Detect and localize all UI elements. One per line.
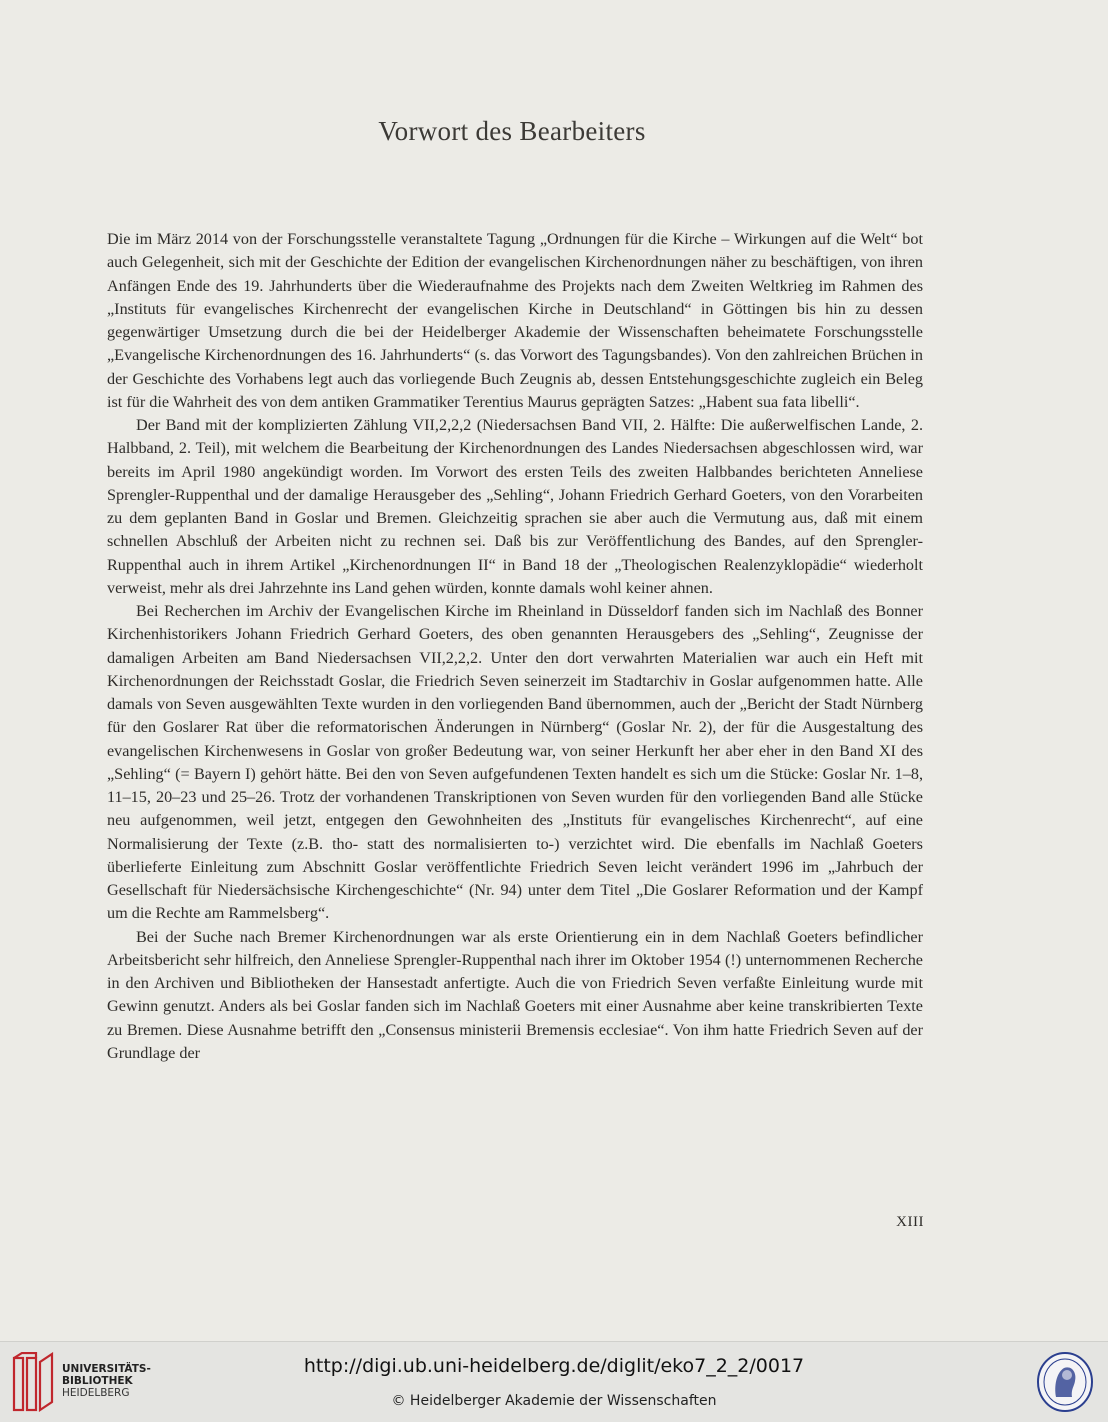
page-title: Vorwort des Bearbeiters [378,116,646,146]
paragraph: Der Band mit der komplizierten Zählung VII,2,2,2 (Niedersachsen Band VII, 2. Hälfte: Die außerwelfischen Lande, 2. Halbband, 2. Teil), mit welchem die Bearbeitung der Kirchenordnungen des Landes Niedersachsen abgeschlossen wird, war bereits im April 1980 angekündigt worden. Im Vorwort des ersten Teils des zweiten Halbbandes berichteten Anneliese Sprengler-Ruppenthal und der damalige Herausgeber des „Sehling“, Johann Friedrich Gerhard Goeters, von den Vorarbeiten zu dem geplanten Band in Goslar und Bremen. Gleichzeitig sprachen sie aber auch die Vermutung aus, daß mit einem schnellen Abschluß der Arbeiten nicht zu rechnen sei. Daß bis zur Veröffentlichung des Bandes, auf den Sprengler-Ruppenthal auch in ihrem Artikel „Kirchenordnungen II“ in Band 18 der „Theologischen Realenzyklopädie“ wiederholt verweist, mehr als drei Jahrzehnte ins Land gehen würden, konnte damals wohl keiner ahnen. [107,416,923,597]
logo-line: HEIDELBERG [62,1387,130,1399]
copyright-notice: © Heidelberger Akademie der Wissenschaften [391,1393,717,1409]
logo-line: BIBLIOTHEK [62,1375,133,1387]
body-text [107,228,923,1065]
logo-line: UNIVERSITÄTS- [62,1363,151,1375]
footer-bar [0,1341,1108,1422]
paragraph: Bei der Suche nach Bremer Kirchenordnungen war als erste Orientierung ein in dem Nachlaß Goeters befindlicher Arbeitsbericht sehr hilfreich, den Anneliese Sprengler-Ruppenthal nach ihrer im Oktober 1954 (!) unternommenen Recherche in den Archiven und Bibliotheken der Hansestadt anfertigte. Auch die von Friedrich Seven verfaßte Einleitung wurde mit Gewinn genutzt. Anders als bei Goslar fanden sich im Nachlaß Goeters mit einer Ausnahme aber keine transkribierten Texte zu Bremen. Diese Ausnahme betrifft den „Consensus ministerii Bremensis ecclesiae“. Von ihm hatte Friedrich Seven auf der Grundlage der [107,927,923,1062]
heidelberg-seal-icon[interactable] [1036,1351,1094,1413]
paragraph: Bei Recherchen im Archiv der Evangelischen Kirche im Rheinland in Düsseldorf fanden sich im Nachlaß des Bonner Kirchenhistorikers Johann Friedrich Gerhard Goeters, des oben genannten Herausgebers des „Sehling“, Zeugnisse der damaligen Arbeiten am Band Niedersachsen VII,2,2,2. Unter den dort verwahrten Materialien war auch ein Heft mit Kirchenordnungen der Reichsstadt Goslar, die Friedrich Seven seinerzeit im Stadtarchiv in Goslar aufgenommen hatte. Alle damals von Seven ausgewählten Texte wurden in den vorliegenden Band übernommen, auch der „Bericht der Stadt Nürnberg für den Goslarer Rat über die reformatorischen Änderungen in Nürnberg“ (Goslar Nr. 2), der für die Ausgestaltung des evangelischen Kirchenwesens in Goslar von großer Bedeutung war, von seiner Herkunft her aber eher in den Band XI des „Sehling“ (= Bayern I) gehört hätte. Bei den von Seven aufgefundenen Texten handelt es sich um die Stücke: Goslar Nr. 1–8, 11–15, 20–23 und 25–26. Trotz der vorhandenen Transkriptionen von Seven wurden für den vorliegenden Band alle Stücke neu aufgenommen, weil jetzt, entgegen den Gewohnheiten des „Instituts für evangelisches Kirchenrecht“, auf eine Normalisierung der Texte (z.B. tho- statt des normalisierten to-) verzichtet wird. Die ebenfalls im Nachlaß Goeters überlieferte Einleitung zum Abschnitt Goslar veröffentlichte Friedrich Seven leicht verändert 1996 im „Jahrbuch der Gesellschaft für Niedersächsische Kirchengeschichte“ (Nr. 94) unter dem Titel „Die Goslarer Reformation und der Kampf um die Rechte am Rammelsberg“. [107,602,923,923]
source-url-link[interactable]: http://digi.ub.uni-heidelberg.de/diglit/eko7_2_2/0017 [303,1355,805,1377]
page-number: XIII [896,1214,924,1230]
paragraph: Die im März 2014 von der Forschungsstelle veranstaltete Tagung „Ordnungen für die Kirche – Wirkungen auf die Welt“ bot auch Gelegenheit, sich mit der Geschichte der Edition der evangelischen Kirchenordnungen näher zu beschäftigen, von ihren Anfängen Ende des 19. Jahrhunderts über die Wiederaufnahme des Projekts nach dem Zweiten Weltkrieg im Rahmen des „Instituts für evangelisches Kirchenrecht der evangelischen Kirche in Deutschland“ in Göttingen bis hin zu dessen gegenwärtiger Umsetzung durch die bei der Heidelberger Akademie der Wissenschaften beheimatete Forschungsstelle „Evangelische Kirchenordnungen des 16. Jahrhunderts“ (s. das Vorwort des Tagungsbandes). Von den zahlreichen Brüchen in der Geschichte des Vorhabens legt auch das vorliegende Buch Zeugnis ab, dessen Entstehungsgeschichte zugleich ein Beleg ist für die Wahrheit des von dem antiken Grammatiker Terentius Maurus geprägten Satzes: „Habent sua fata libelli“. [107,230,923,411]
